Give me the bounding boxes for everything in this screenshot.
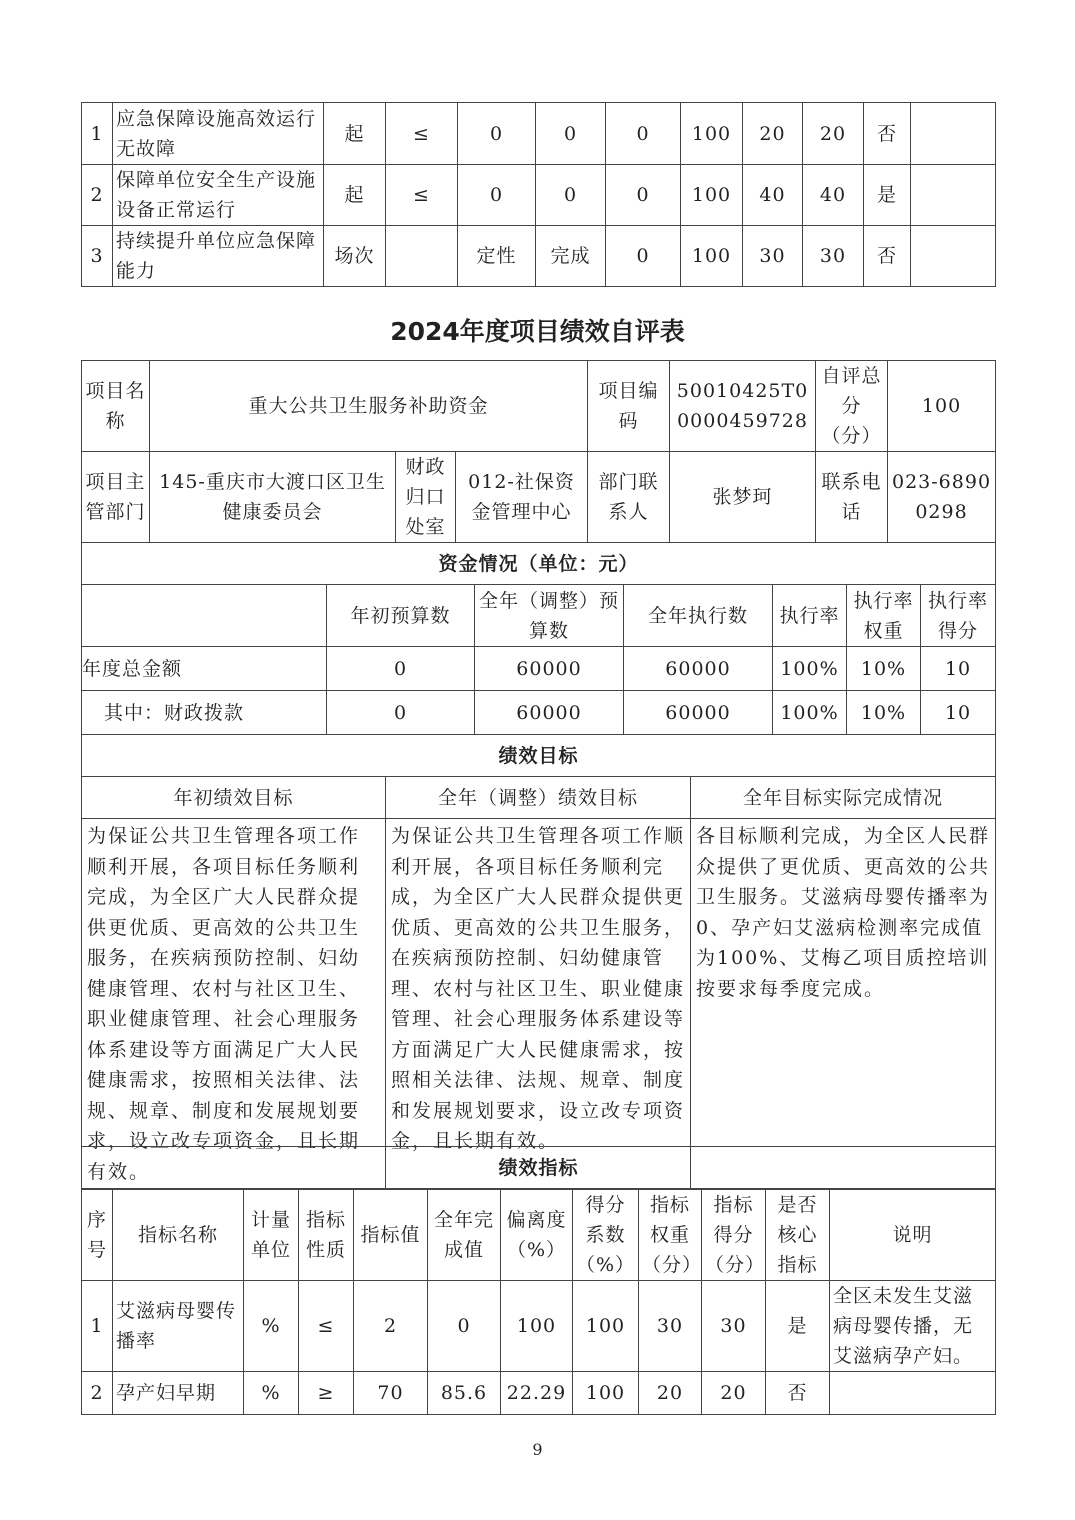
cell-actual: 完成 [536, 226, 606, 287]
goals-section-title: 绩效目标 [82, 735, 996, 777]
cell-coef: 100 [681, 103, 743, 165]
funds-cell: 0 [327, 647, 475, 691]
cell-no: 3 [82, 226, 113, 287]
cell-name: 持续提升单位应急保障能力 [113, 226, 324, 287]
cell-unit: 起 [324, 103, 386, 165]
cell-weight: 30 [639, 1281, 702, 1372]
cell-coef: 100 [573, 1372, 639, 1415]
finance-office: 012-社保资金管理中心 [456, 452, 588, 543]
cell-target: 0 [458, 165, 536, 226]
funds-header [82, 585, 327, 647]
finance-label: 财政归口处室 [396, 452, 456, 543]
contact-person: 张梦珂 [670, 452, 816, 543]
cell-name: 保障单位安全生产设施设备正常运行 [113, 165, 324, 226]
funds-cell: 0 [327, 691, 475, 735]
cell-score: 30 [702, 1281, 766, 1372]
indicator-header: 指标值 [354, 1189, 428, 1281]
phone: 023-68900298 [888, 452, 996, 543]
cell-no: 1 [82, 1281, 113, 1372]
cell-target: 70 [354, 1372, 428, 1415]
cell-core: 是 [766, 1281, 830, 1372]
cell-actual: 0 [428, 1281, 501, 1372]
indicator-header: 得分系数（%） [573, 1189, 639, 1281]
goals-header-actual: 全年目标实际完成情况 [691, 777, 996, 819]
dept-label: 项目主管部门 [82, 452, 150, 543]
funds-header: 执行率得分 [921, 585, 996, 647]
cell-score: 20 [803, 103, 864, 165]
page-number: 9 [532, 1440, 543, 1459]
funds-section-title: 资金情况（单位：元） [82, 543, 996, 585]
self-score-label: 自评总分（分） [816, 361, 888, 452]
table-row [82, 226, 996, 287]
cell-unit: 起 [324, 165, 386, 226]
cell-core: 是 [864, 165, 911, 226]
indicator-header: 指标得分（分） [702, 1189, 766, 1281]
project-name: 重大公共卫生服务补助资金 [150, 361, 588, 452]
indicator-header: 指标权重（分） [639, 1189, 702, 1281]
funds-row-label: 其中：财政拨款 [82, 691, 327, 735]
funds-header: 执行率权重 [847, 585, 921, 647]
indicator-header: 说明 [830, 1189, 996, 1281]
cell-unit: % [244, 1372, 299, 1415]
funds-header: 执行率 [773, 585, 847, 647]
cell-note [911, 226, 996, 287]
cell-core: 否 [766, 1372, 830, 1415]
cell-actual: 0 [536, 103, 606, 165]
cell-name: 艾滋病母婴传播率 [113, 1281, 244, 1372]
cell-no: 2 [82, 165, 113, 226]
goals-header-adjusted: 全年（调整）绩效目标 [386, 777, 691, 819]
project-code: 50010425T00000459728 [670, 361, 816, 452]
funds-cell: 60000 [624, 647, 773, 691]
goal-actual-text: 各目标顺利完成，为全区人民群众提供了更优质、更高效的公共卫生服务。艾滋病母婴传播率为0、孕产妇艾滋病检测率完成值为100%、艾梅乙项目质控培训按要求每季度完成。 [691, 819, 996, 1190]
indicator-header: 是否核心指标 [766, 1189, 830, 1281]
table-row [82, 1372, 996, 1415]
project-name-label: 项目名称 [82, 361, 150, 452]
indicator-header: 指标性质 [299, 1189, 354, 1281]
indicator-header: 全年完成值 [428, 1189, 501, 1281]
cell-coef: 100 [681, 165, 743, 226]
cell-weight: 20 [743, 103, 803, 165]
cell-deviation: 0 [606, 226, 681, 287]
funds-cell: 10% [847, 647, 921, 691]
cell-nature [386, 226, 458, 287]
table-row [82, 103, 996, 165]
cell-weight: 20 [639, 1372, 702, 1415]
cell-no: 1 [82, 103, 113, 165]
contact-label: 部门联系人 [588, 452, 670, 543]
cell-deviation: 100 [501, 1281, 573, 1372]
funds-cell: 10 [921, 647, 996, 691]
dept: 145-重庆市大渡口区卫生健康委员会 [150, 452, 396, 543]
cell-note [911, 103, 996, 165]
goals-header-initial: 年初绩效目标 [82, 777, 386, 819]
cell-core: 否 [864, 226, 911, 287]
cell-note [830, 1372, 996, 1415]
cell-deviation: 0 [606, 165, 681, 226]
table-row [82, 691, 996, 735]
cell-target: 定性 [458, 226, 536, 287]
cell-weight: 30 [743, 226, 803, 287]
cell-name: 应急保障设施高效运行无故障 [113, 103, 324, 165]
funds-header: 年初预算数 [327, 585, 475, 647]
cell-weight: 40 [743, 165, 803, 226]
cell-coef: 100 [681, 226, 743, 287]
cell-actual: 85.6 [428, 1372, 501, 1415]
cell-coef: 100 [573, 1281, 639, 1372]
table-row [82, 1281, 996, 1372]
funds-cell: 100% [773, 647, 847, 691]
phone-label: 联系电话 [816, 452, 888, 543]
funds-cell: 60000 [475, 691, 624, 735]
funds-table [81, 542, 996, 735]
cell-nature: ≤ [386, 165, 458, 226]
funds-cell: 100% [773, 691, 847, 735]
indicator-header: 序号 [82, 1189, 113, 1281]
cell-name: 孕产妇早期 [113, 1372, 244, 1415]
top-indicator-table [81, 102, 996, 287]
cell-unit: 场次 [324, 226, 386, 287]
funds-row-label: 年度总金额 [82, 647, 327, 691]
indicators-section-title: 绩效指标 [82, 1147, 996, 1189]
funds-cell: 60000 [624, 691, 773, 735]
cell-score: 40 [803, 165, 864, 226]
indicator-header: 计量单位 [244, 1189, 299, 1281]
cell-nature: ≤ [299, 1281, 354, 1372]
funds-cell: 10% [847, 691, 921, 735]
cell-score: 20 [702, 1372, 766, 1415]
goal-adjusted-text: 为保证公共卫生管理各项工作顺利开展，各项目标任务顺利完成，为全区广大人民群众提供更优质、更高效的公共卫生服务，在疾病预防控制、妇幼健康管理、农村与社区卫生、职业健康管理、社会心理服务体系建设等方面满足广大人民健康需求，按照相关法律、法规、规章、制度和发展规划要求，设立改专项资金，且长期有效。 [386, 819, 691, 1190]
goal-initial-text: 为保证公共卫生管理各项工作顺利开展，各项目标任务顺利完成，为全区广大人民群众提供更优质、更高效的公共卫生服务，在疾病预防控制、妇幼健康管理、农村与社区卫生、职业健康管理、社会心理服务体系建设等方面满足广大人民健康需求，按照相关法律、法规、规章、制度和发展规划要求，设立改专项资金，且长期有效。 [82, 819, 386, 1190]
cell-note: 全区未发生艾滋病母婴传播，无艾滋病孕产妇。 [830, 1281, 996, 1372]
indicator-header: 偏离度（%） [501, 1189, 573, 1281]
cell-actual: 0 [536, 165, 606, 226]
goals-table [81, 734, 996, 1190]
cell-unit: % [244, 1281, 299, 1372]
self-score: 100 [888, 361, 996, 452]
cell-score: 30 [803, 226, 864, 287]
cell-no: 2 [82, 1372, 113, 1415]
funds-header: 全年（调整）预算数 [475, 585, 624, 647]
indicators-table [81, 1146, 996, 1415]
funds-header: 全年执行数 [624, 585, 773, 647]
table-row [82, 165, 996, 226]
cell-note [911, 165, 996, 226]
funds-cell: 10 [921, 691, 996, 735]
table-row [82, 647, 996, 691]
cell-nature: ≥ [299, 1372, 354, 1415]
page-title: 2024年度项目绩效自评表 [390, 317, 685, 346]
project-code-label: 项目编码 [588, 361, 670, 452]
cell-deviation: 0 [606, 103, 681, 165]
cell-core: 否 [864, 103, 911, 165]
project-info-table [81, 360, 996, 543]
cell-target: 0 [458, 103, 536, 165]
cell-target: 2 [354, 1281, 428, 1372]
cell-nature: ≤ [386, 103, 458, 165]
funds-cell: 60000 [475, 647, 624, 691]
indicator-header: 指标名称 [113, 1189, 244, 1281]
cell-deviation: 22.29 [501, 1372, 573, 1415]
